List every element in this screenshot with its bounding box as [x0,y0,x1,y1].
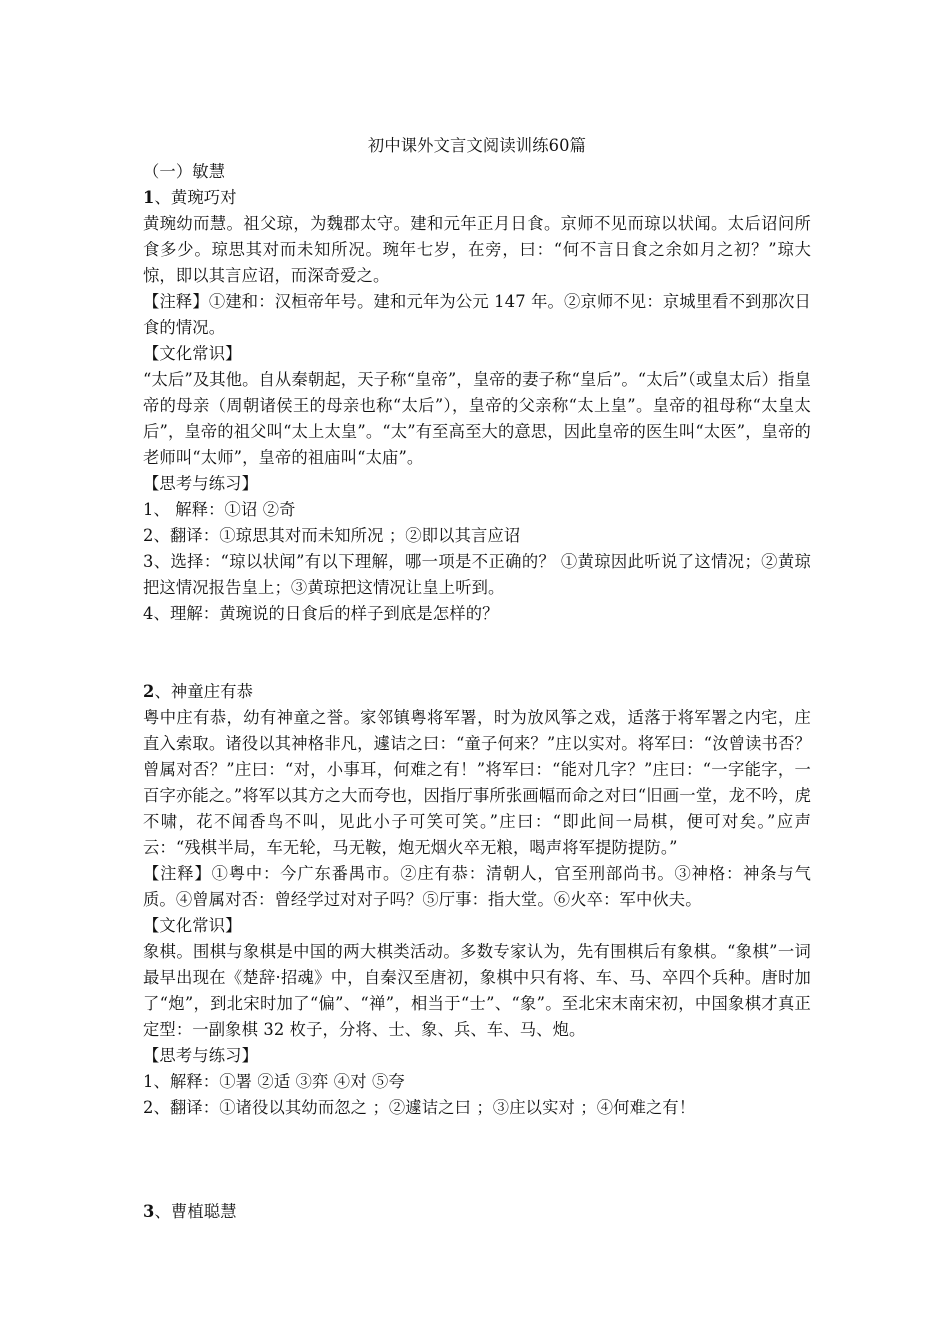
culture-heading: 【文化常识】 [143,344,242,363]
exercise-item: 4、理解：黄琬说的日食后的样子到底是怎样的？ [143,604,499,623]
document-page [143,133,811,1225]
lesson-heading [143,1199,811,1225]
culture-text: “太后”及其他。自从秦朝起，天子称“皇帝”，皇帝的妻子称“皇后”。“太后”（或皇太后）指皇帝的母亲（周朝诸侯王的母亲也称“太后”），皇帝的父亲称“太上皇”。皇帝的祖母称“太皇太后”，皇帝的祖父叫“太上太皇”。“太”有至高至大的意思，因此皇帝的医生叫“太医”，皇帝的老师叫“太师”，皇帝的祖庙叫“太庙”。 [143,370,811,467]
lesson-1 [143,185,811,627]
exercise-heading: 【思考与练习】 [143,1046,259,1065]
lesson-title: 神童庄有恭 [170,682,254,701]
lesson-2 [143,679,811,1121]
section-heading: （一）敏慧 [143,162,226,181]
lesson-separator: 、 [154,188,171,207]
lesson-number: 2 [143,682,155,701]
lesson-number: 3 [143,1202,155,1221]
lesson-notes: 【注释】①粤中：今广东番禺市。②庄有恭：清朝人，官至刑部尚书。③神格：神条与气质。④曾属对否：曾经学过对对子吗？⑤厅事：指大堂。⑥火卒：军中伙夫。 [143,864,811,909]
blank-space [143,627,811,679]
lesson-title: 黄琬巧对 [170,188,237,207]
exercise-item: 2、翻译：①琼思其对而未知所况 ；②即以其言应诏 [143,526,521,545]
lesson-notes: 【注释】①建和：汉桓帝年号。建和元年为公元 147 年。②京师不见：京城里看不到那次日食的情况。 [143,292,811,337]
lesson-separator: 、 [154,682,171,701]
lesson-separator: 、 [154,1202,171,1221]
lesson-heading [143,185,811,211]
exercise-item: 2、翻译：①诸役以其幼而忽之 ；②遽诘之曰 ；③庄以实对 ；④何难之有！ [143,1098,696,1117]
culture-heading: 【文化常识】 [143,916,242,935]
culture-text: 象棋。围棋与象棋是中国的两大棋类活动。多数专家认为，先有围棋后有象棋。“象棋”一词最早出现在《楚辞·招魂》中，自秦汉至唐初，象棋中只有将、车、马、卒四个兵种。唐时加了“炮”，到北宋时加了“偏”、“禅”，相当于“士”、“象”。至北宋末南宋初，中国象棋才真正定型：一副象棋 32 枚子，分将、士、象、兵、车、马、炮。 [143,942,811,1039]
exercise-item: 1、 解释：①诏 ②奇 [143,500,296,519]
lesson-text: 黄琬幼而慧。祖父琼，为魏郡太守。建和元年正月日食。京师不见而琼以状闻。太后诏问所食多少。琼思其对而未知所况。琬年七岁，在旁，曰：“何不言日食之余如月之初？”琼大惊，即以其言应诏，而深奇爱之。 [143,214,811,285]
exercise-heading: 【思考与练习】 [143,474,259,493]
exercise-item: 1、解释：①署 ②适 ③弈 ④对 ⑤夸 [143,1072,405,1091]
lesson-number: 1 [143,188,155,207]
lesson-text: 粤中庄有恭，幼有神童之誉。家邻镇粤将军署，时为放风筝之戏，适落于将军署之内宅，庄直入索取。诸役以其神格非凡，遽诘之曰：“童子何来？”庄以实对。将军曰：“汝曾读书否？曾属对否？”庄曰：“对，小事耳，何难之有！”将军曰：“能对几字？”庄曰：“一字能字，一百字亦能之。”将军以其方之大而夸也，因指厅事所张画幅而命之对曰“旧画一堂，龙不吟，虎不啸，花不闻香鸟不叫，见此小子可笑可笑。”庄曰：“即此间一局棋，便可对矣。”应声云：“残棋半局，车无轮，马无鞍，炮无烟火卒无粮，喝声将军提防提防。” [143,708,811,857]
lesson-heading [143,679,811,705]
blank-space [143,1121,811,1199]
exercise-item: 3、选择：“琼以状闻”有以下理解，哪一项是不正确的？ ①黄琼因此听说了这情况；②黄琼把这情况报告皇上；③黄琼把这情况让皇上听到。 [143,552,811,597]
lesson-3 [143,1199,811,1225]
lesson-title: 曹植聪慧 [170,1202,237,1221]
document-title: 初中课外文言文阅读训练60篇 [367,136,587,155]
